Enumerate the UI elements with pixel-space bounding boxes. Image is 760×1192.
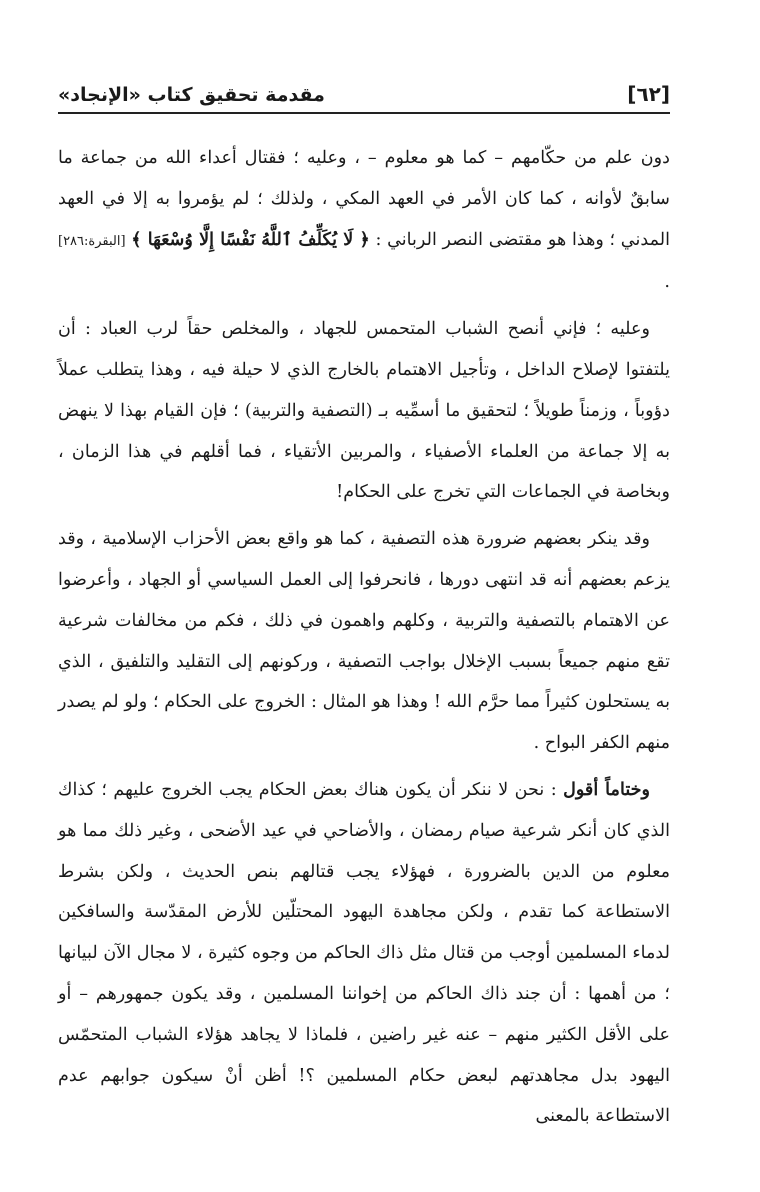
paragraph-4-text: : نحن لا ننكر أن يكون هناك بعض الحكام يجب الخروج عليهم ؛ كذاك الذي كان أنكر شرعية صيام رمضان ، والأضاحي في عيد الأضحى ، وغير ذلك مما هو معلوم من الدين بالضرورة ، فهؤلاء يجب قتالهم بنص الحديث ، ولكن بشرط الاستطاعة كما تقدم ، ولكن مجاهدة اليهود المحتلّين للأرض المقدّسة والسافكين لدماء المسلمين أوجب من قتال مثل ذاك الحاكم من وجوه كثيرة ، لا مجال الآن لبيانها ؛ من أهمها : أن جند ذاك الحاكم من إخواننا المسلمين ، وقد يكون جمهورهم – أو على الأقل الكثير منهم – عنه غير راضين ، فلماذا لا يجاهد هؤلاء الشباب المتحمّس اليهود بدل مجاهدتهم لبعض حكام المسلمين ؟! أظن أنْ سيكون جوابهم عدم الاستطاعة بالمعنى bbox=[58, 779, 671, 1127]
book-page bbox=[58, 66, 670, 1143]
paragraph-4 bbox=[58, 770, 670, 1137]
page-body bbox=[58, 138, 670, 1137]
paragraph-1-end: . bbox=[664, 272, 670, 293]
paragraph-1-text: دون علم من حكّامهم – كما هو معلوم – ، وعليه ؛ فقتال أعداء الله من جماعة ما سابقٌ لأوانه ، كما كان الأمر في العهد المكي ، ولذلك ؛ لم يؤمروا به إلا في العهد المدني ؛ وهذا هو مقتضى النصر الرباني : bbox=[58, 148, 670, 250]
paragraph-3: وقد ينكر بعضهم ضرورة هذه التصفية ، كما هو واقع بعض الأحزاب الإسلامية ، وقد يزعم بعضهم أنه قد انتهى دورها ، فانحرفوا إلى العمل السياسي أو الجهاد ، وأعرضوا عن الاهتمام بالتصفية والتربية ، وكلهم واهمون في ذلك ، فكم من مخالفات شرعية تقع منهم جميعاً بسبب الإخلال بواجب التصفية ، وركونهم إلى التقليد والتلفيق ، الذي به يستحلون كثيراً مما حرَّم الله ! وهذا هو المثال : الخروج على الحكام ؛ ولو لم يصدر منهم الكفر البواح . bbox=[58, 529, 670, 754]
quran-reference: [البقرة:٢٨٦] bbox=[58, 233, 126, 249]
running-title: مقدمة تحقيق كتاب «الإنجاد» bbox=[58, 84, 325, 106]
page-header bbox=[58, 66, 670, 114]
page-number: [٦٢] bbox=[627, 82, 670, 106]
quran-verse: ﴿ لَا يُكَلِّفُ ٱللَّهُ نَفْسًا إِلَّا وُسْعَهَا ﴾ bbox=[131, 228, 370, 250]
paragraph-1 bbox=[58, 138, 670, 303]
paragraph-4-lead: وختاماً أقول bbox=[563, 778, 650, 800]
paragraph-2: وعليه ؛ فإني أنصح الشباب المتحمس للجهاد ، والمخلص حقاً لرب العباد : أن يلتفتوا لإصلاح الداخل ، وتأجيل الاهتمام بالخارج الذي لا حيلة فيه ، وهذا يتطلب عملاً دؤوباً ، وزمناً طويلاً ؛ لتحقيق ما أسمِّيه بـ (التصفية والتربية) ؛ فإن القيام بهذا لا ينهض به إلا جماعة من العلماء الأصفياء ، والمربين الأتقياء ، فما أقلهم في هذا الزمان ، وبخاصة في الجماعات التي تخرج على الحكام! bbox=[58, 319, 670, 503]
